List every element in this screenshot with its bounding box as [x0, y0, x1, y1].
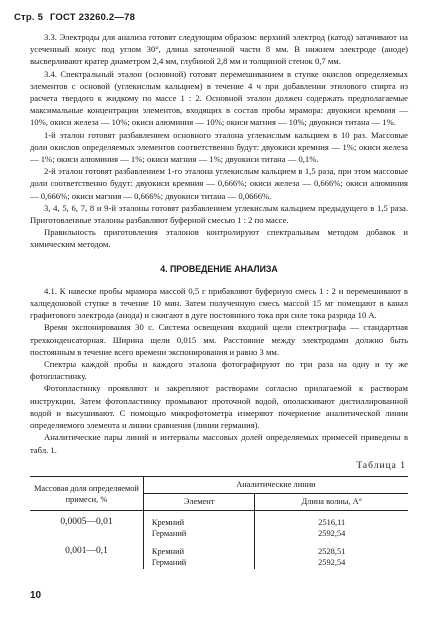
table-header-analytical-lines: Аналитические линии	[143, 476, 408, 493]
paragraph-3-4: 3.4. Спектральный эталон (основной) готовят перемешиванием в ступке окислов определяемых элементов с основой (углекислым кальцием) в течение 4 ч при добавлении этилового спирта из расчета твердого к жидкому по массе 1 : 2. Основной эталон должен содержать предполагаемые максимальные концентрации элементов, входящих в состав пробы мрамора: двуокиси кремния — 10%, окиси железа — 10%; окиси алюминия — 10%; окиси магния — 10%; двуокиси титана — 1%.	[30, 68, 408, 128]
table-cell-range: 0,001—0,1	[30, 540, 143, 569]
body-text	[30, 31, 408, 569]
table-cell-wavelengths: 2516,11 2592,54	[318, 518, 346, 539]
header-standard-number: ГОСТ 23260.2—78	[49, 12, 136, 23]
table-caption: Таблица 1	[356, 460, 406, 471]
paragraph-3-3: 3.3. Электроды для анализа готовят следующим образом: верхний электрод (катод) затачивают на усеченный конус под углом 30°, длина заточенной части 8 мм. В нижнем электроде (аноде) высверливают кратер диаметром 2,4 мм, глубиной 2,8 мм и толщиной стенок 0,7 мм.	[30, 32, 408, 67]
section-title: 4. ПРОВЕДЕНИЕ АНАЛИЗА	[160, 263, 278, 274]
paragraph-standard-1: 1-й эталон готовят разбавлением основного эталона углекислым кальцием в 10 раз. Массовые доли окислов определяемых элементов соответственно будут: двуокиси кремния — 1%; окиси железа — 1%; окиси алюминия — 1%; окиси магния — 1%; двуокиси титана — 0,1%.	[30, 129, 408, 165]
paragraph-photoplate: Фотопластинку проявляют и закрепляют растворами согласно прилагаемой к растворам инструкции. Затем фотопластинку промывают проточной водой, ополаскивают дистиллированной водой и высушивают. С помощью микрофотометра измеряют почернение аналитической линии определяемого элемента и линии сравнения (линии германия).	[30, 383, 408, 431]
table-row	[30, 511, 408, 541]
table-header-element: Элемент	[143, 494, 255, 511]
table-header-wavelength: Длина волны, А°	[255, 494, 408, 511]
table-cell-elements: Кремний Германий	[143, 540, 255, 569]
table-cell-elements: Кремний Германий	[143, 511, 255, 541]
table-row	[30, 540, 408, 569]
paragraph-standards-3-9: 3, 4, 5, 6, 7, 8 и 9-й эталоны готовят разбавлением углекислым кальцием предыдущего в 1,5 раза. Приготовленные эталоны разбавляют буферной смесью 1 : 2 по массе.	[30, 202, 408, 226]
paragraph-analytical-pairs: Аналитические пары линий и интервалы массовых долей определяемых примесей приведены в табл. 1.	[30, 432, 408, 455]
running-header	[14, 12, 174, 23]
table-cell-wavelengths: 2528,51 2592,54	[318, 547, 346, 568]
table-header-mass-fraction: Массовая доля определяемой примеси, %	[30, 476, 143, 510]
page-number: 10	[30, 590, 42, 601]
table-1	[30, 476, 408, 569]
paragraph-spectra: Спектры каждой пробы и каждого эталона фотографируют по три раза на одну и ту же фотопластинку.	[30, 359, 408, 382]
paragraph-verification: Правильность приготовления эталонов контролируют спектральным методом добавок и химическим методом.	[30, 227, 408, 250]
header-page-label: Стр. 5	[14, 12, 44, 23]
paragraph-4-1: 4.1. К навеске пробы мрамора массой 0,5 г прибавляют буферную смесь 1 : 2 и перемешивают в халцедоновой ступке в течение 10 мин. Затем полученную смесь массой 15 мг помещают в канал графитового электрода (анода) и сжигают в дуге постоянного тока при силе тока разряда 10 А.	[30, 285, 408, 321]
paragraph-standard-2: 2-й эталон готовят разбавлением 1-го эталона углекислым кальцием в 1,5 раза, при этом массовые доли соответственно будут: двуокиси кремния — 0,666%; окиси железа — 0,666%; окиси алюминия — 0,666%; окиси магния — 0,666%; двуокиси титана — 0,0666%.	[30, 166, 408, 201]
table-cell-range: 0,0005—0,01	[30, 511, 143, 541]
paragraph-exposure: Время экспонирования 30 с. Система освещения входной щели спектрографа — стандартная трехконденсаторная. Ширина щели 0,015 мм. Расстояние между электродами должно быть постоянным в течение всего времени экспонирования и равно 3 мм.	[30, 322, 408, 357]
